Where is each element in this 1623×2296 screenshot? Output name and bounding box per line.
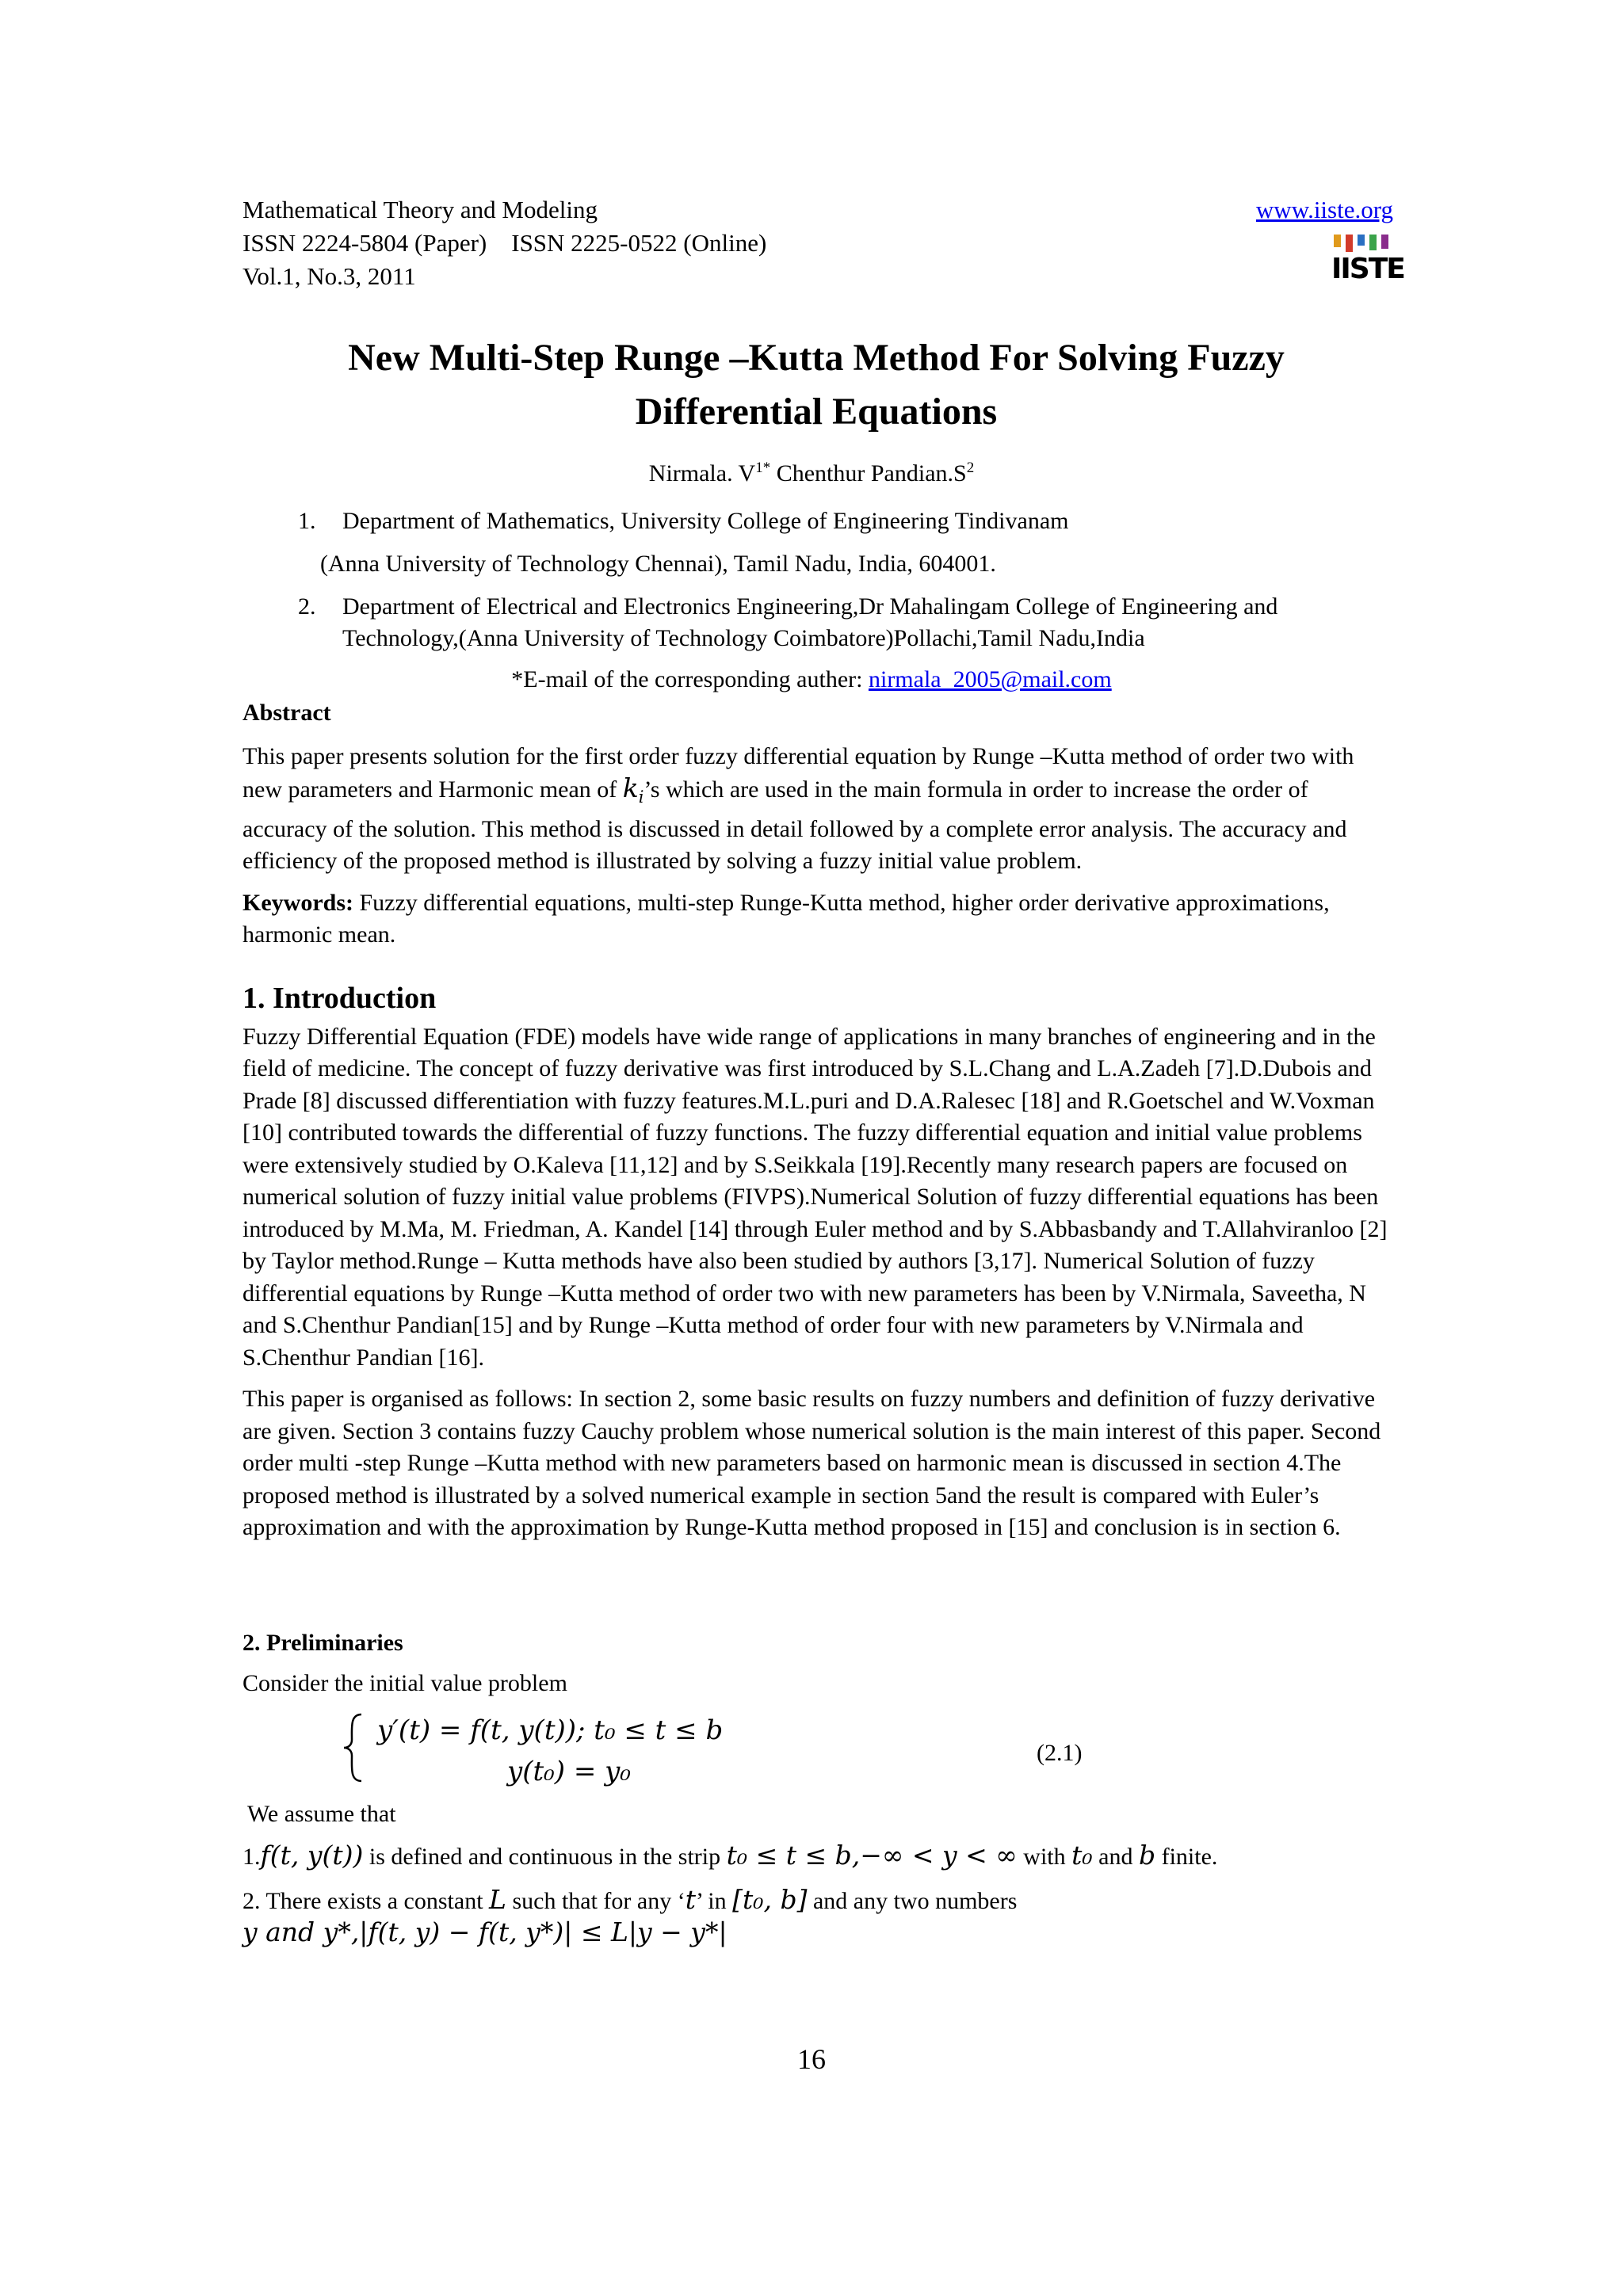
condition-2-math-b: t [685,1884,696,1915]
email-link[interactable]: nirmala_2005@mail.com [868,666,1112,692]
affiliation-2-line-2: Technology,(Anna University of Technology Coimbatore)Pollachi,Tamil Nadu,India [342,625,1145,651]
condition-1 [242,1840,1431,1874]
condition-2-text-b: such that for any ‘ [506,1888,685,1914]
k-symbol: k [622,772,639,803]
condition-1-text-c: and [1092,1844,1139,1870]
journal-header [242,193,766,293]
condition-2-text-a: 2. There exists a constant [242,1888,490,1914]
abstract-section [242,697,1392,952]
page-number: 16 [797,2043,826,2075]
introduction-section [242,982,1392,1544]
paper-title [238,331,1395,439]
keywords [242,887,1392,952]
condition-1-text-a: is defined and continuous in the strip [363,1844,727,1870]
journal-issn: ISSN 2224-5804 (Paper) ISSN 2225-0522 (Online) [242,229,767,257]
condition-1-math-d: b [1138,1840,1156,1871]
iiste-logo [1331,235,1404,296]
k-subscript: i [638,788,644,807]
equation-line-2: y(t₀) = y₀ [507,1756,631,1787]
preliminaries-section [242,1627,1392,1699]
condition-1-text-b: with [1017,1844,1072,1870]
author-2-sup: 2 [966,460,975,476]
condition-2-text-c: ’ in [695,1888,733,1914]
affiliation-1-line-1: Department of Mathematics, University College of Engineering Tindivanam [342,508,1069,534]
email-label: *E-mail of the corresponding auther: [511,666,869,692]
affiliation-1-line-2: (Anna University of Technology Chennai), Tamil Nadu, India, 604001. [320,551,996,577]
introduction-paragraph-1: Fuzzy Differential Equation (FDE) models have wide range of applications in many branches of engineering and in the field of medicine. The concept of fuzzy derivative was first introduced by S.L.Chang and L.A.Zadeh [7].D.Dubois and Prade [8] discussed differentiation with fuzzy features.M.L.puri and D.A.Ralesec [18] and R.Goetschel and W.Voxman [10] contributed towards the differential of fuzzy functions. The fuzzy differential equation and initial value problems were extensively studied by O.Kaleva [11,12] and by S.Seikkala [19].Recently many research papers are focused on numerical solution of fuzzy initial value problems (FIVPS).Numerical Solution of fuzzy differential equations has been introduced by M.Ma, M. Friedman, A. Kandel [14] through Euler method and by S.Abbasbandy and T.Allahviranloo [2] by Taylor method.Runge – Kutta methods have also been studied by authors [3,17]. Numerical Solution of fuzzy differential equations by Runge –Kutta method of order two with new parameters has been by V.Nirmala, Saveetha, N and S.Chenthur Pandian[15] and by Runge –Kutta method of order four with new parameters by V.Nirmala and S.Chenthur Pandian [16]. [242,1023,1388,1371]
assume-text: We assume that [247,1801,396,1827]
journal-name: Mathematical Theory and Modeling [242,196,598,223]
condition-1-math-a: f(t, y(t)) [260,1840,364,1871]
journal-volume: Vol.1, No.3, 2011 [242,262,416,290]
abstract-text-a: This paper presents solution for the first order fuzzy differential equation by Runge –Kutta method of order two with new parameters and Harmonic mean of [242,742,1354,803]
introduction-heading: 1. Introduction [242,982,437,1015]
condition-1-math-b: t₀ ≤ t ≤ b,−∞ < y < ∞ [726,1840,1018,1871]
title-line-2: Differential Equations [635,391,998,433]
title-line-1: New Multi-Step Runge –Kutta Method For Solving Fuzzy [348,337,1285,379]
preliminaries-heading: 2. Preliminaries [242,1630,403,1656]
author-1: Nirmala. V [648,460,756,486]
consider-text: Consider the initial value problem [242,1669,567,1696]
condition-1-math-c: t₀ [1071,1840,1093,1871]
condition-2-line-2: y and y*,|f(t, y) − f(t, y*)| ≤ L|y − y*| [242,1916,727,1947]
condition-1-num: 1. [242,1844,261,1870]
abstract-heading: Abstract [242,700,331,726]
keywords-label: Keywords: [242,889,353,916]
affiliation-2-line-1: Department of Electrical and Electronics Engineering,Dr Mahalingam College of Engineering and [342,593,1278,620]
logo-text: IISTE [1331,253,1404,285]
keywords-text: Fuzzy differential equations, multi-step Runge-Kutta method, higher order derivative approximations, harmonic mean. [242,889,1330,948]
equation-number: (2.1) [1037,1740,1083,1766]
condition-2-math-c: [t₀, b] [732,1884,808,1915]
introduction-paragraph-2: This paper is organised as follows: In section 2, some basic results on fuzzy numbers and definition of fuzzy derivative are given. Section 3 contains fuzzy Cauchy problem whose numerical solution is the main interest of this paper. Second order multi -step Runge –Kutta method with new parameters based on harmonic mean is discussed in section 4.The proposed method is illustrated by a solved numerical example in section 5and the result is compared with Euler’s approximation and with the approximation by Runge-Kutta method proposed in [15] and conclusion is in section 6. [242,1386,1381,1540]
affiliation-1-num: 1. [298,508,316,534]
condition-2 [242,1884,1431,1948]
author-1-sup: 1* [755,460,771,476]
website-link[interactable]: www.iiste.org [1255,196,1393,223]
abstract-text [242,741,1392,878]
authors [0,460,1623,487]
condition-1-text-d: finite. [1155,1844,1218,1870]
left-brace-icon [339,1711,368,1784]
author-2: Chenthur Pandian.S [770,460,967,486]
condition-2-text-d: and any two numbers [807,1888,1018,1914]
condition-2-math-a: L [489,1884,506,1915]
affiliation-2-num: 2. [298,593,316,620]
abstract-text-b: ’s which are used in the main formula in order to increase the order of accuracy of the solution. This method is discussed in detail followed by a complete error analysis. The accuracy and efficiency of the proposed method is illustrated by solving a fuzzy initial value problem. [242,776,1347,874]
equation-line-1: y′(t) = f(t, y(t)); t₀ ≤ t ≤ b [377,1714,724,1746]
email-line [0,664,1623,696]
logo-bars-icon [1334,235,1393,252]
affiliation-2 [342,591,1404,654]
